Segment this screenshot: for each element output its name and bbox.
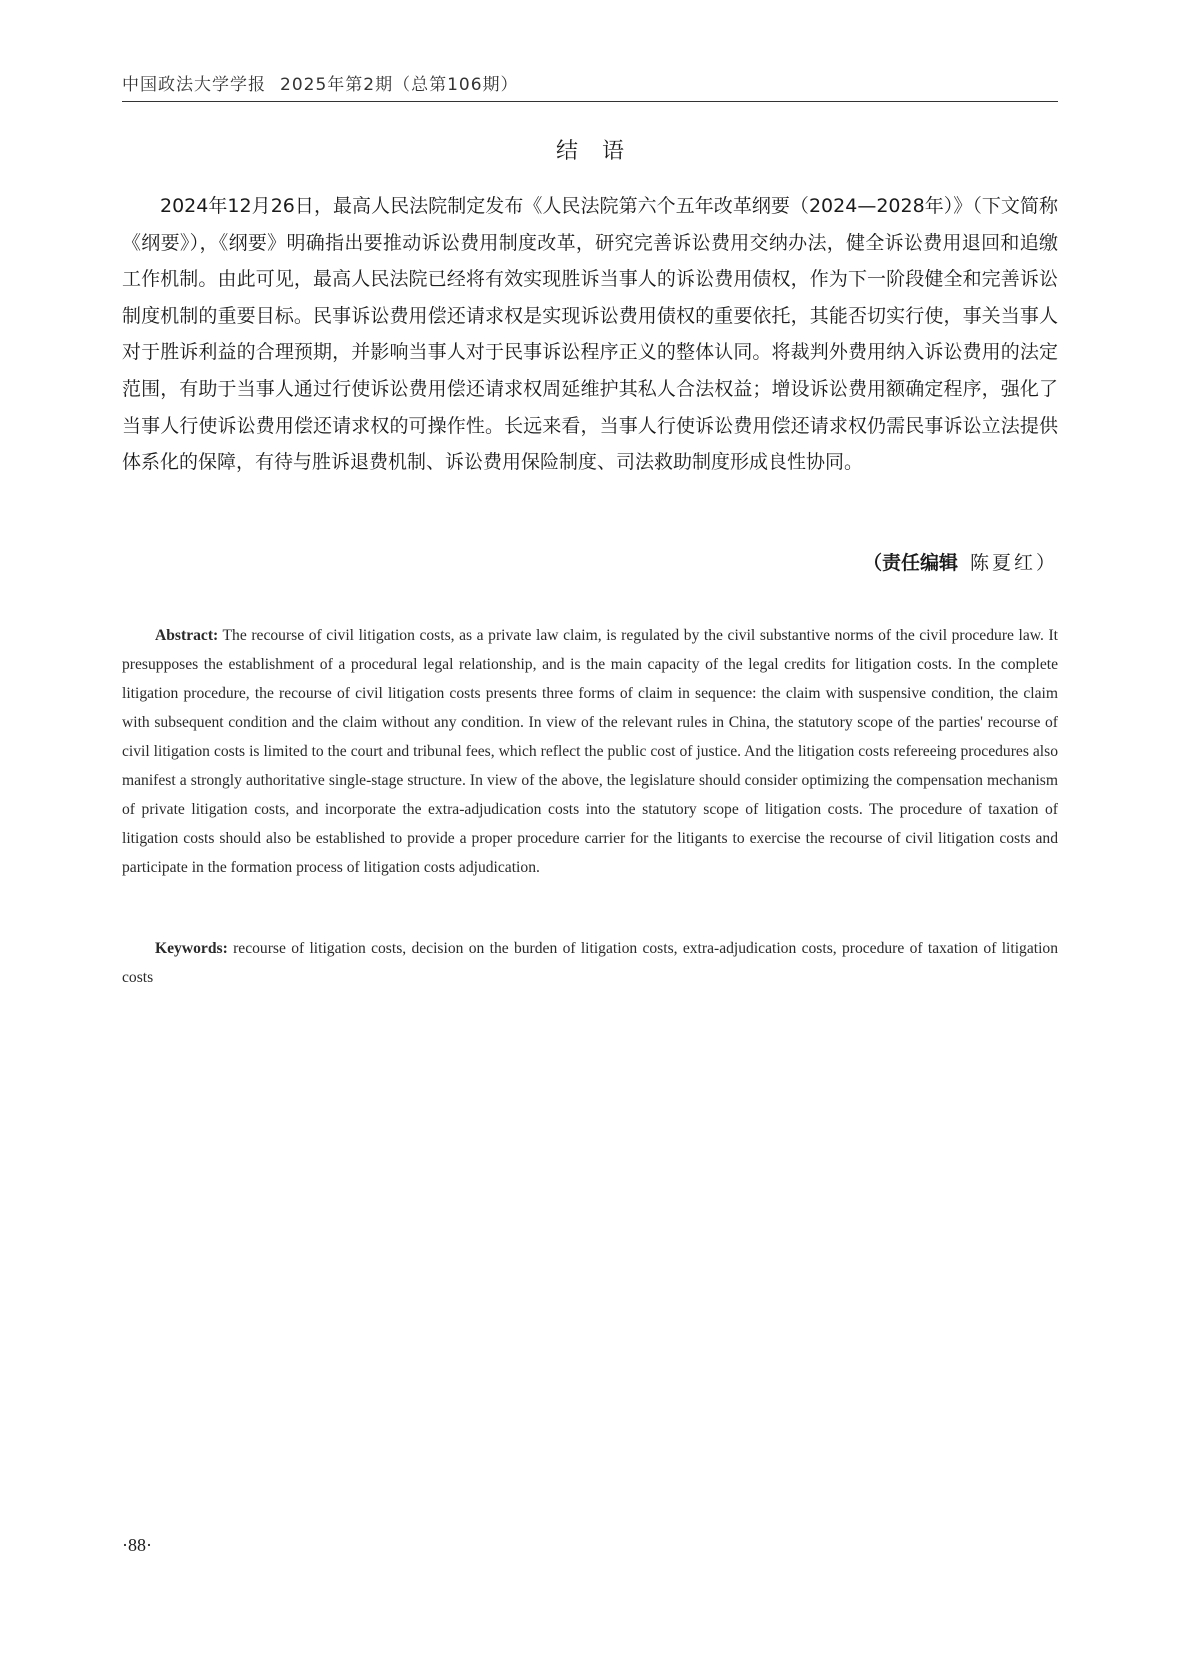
running-header: [122, 70, 1058, 95]
responsible-editor: [863, 548, 1058, 575]
editor-name: 陈夏红）: [969, 552, 1058, 574]
header-divider: [122, 101, 1058, 102]
keywords-label: Keywords:: [155, 940, 228, 957]
english-abstract: [122, 621, 1058, 882]
abstract-label: Abstract:: [155, 627, 219, 644]
english-keywords: [122, 934, 1058, 992]
page-number: ·88·: [122, 1535, 152, 1555]
section-title: 结语: [555, 139, 648, 164]
conclusion-paragraph: 2024年12月26日，最高人民法院制定发布《人民法院第六个五年改革纲要（2024—2028年）》（下文简称《纲要》），《纲要》明确指出要推动诉讼费用制度改革，研究完善诉讼费用交纳办法，健全诉讼费用退回和追缴工作机制。由此可见，最高人民法院已经将有效实现胜诉当事人的诉讼费用债权，作为下一阶段健全和完善诉讼制度机制的重要目标。民事诉讼费用偿还请求权是实现诉讼费用债权的重要依托，其能否切实行使，事关当事人对于胜诉利益的合理预期，并影响当事人对于民事诉讼程序正义的整体认同。将裁判外费用纳入诉讼费用的法定范围，有助于当事人通过行使诉讼费用偿还请求权周延维护其私人合法权益；增设诉讼费用额确定程序，强化了当事人行使诉讼费用偿还请求权的可操作性。长远来看，当事人行使诉讼费用偿还请求权仍需民事诉讼立法提供体系化的保障，有待与胜诉退费机制、诉讼费用保险制度、司法救助制度形成良性协同。: [122, 195, 1058, 474]
editor-label: （责任编辑: [862, 552, 958, 574]
keywords-text: recourse of litigation costs, decision on the burden of litigation costs, extra-adjudication costs, procedure of taxation of litigation costs: [122, 940, 1059, 986]
issue-info: 2025年第2期（总第106期）: [280, 75, 519, 95]
abstract-text: The recourse of civil litigation costs, as a private law claim, is regulated by the civil substantive norms of the civil procedure law. It presupposes the establishment of a procedural legal relationship, and is the main capacity of the legal credits for litigation costs. In the complete litigation procedure, the recourse of civil litigation costs presents three forms of claim in sequence: the claim with suspensive condition, the claim with subsequent condition and the claim without any condition. In view of the relevant rules in China, the statutory scope of the parties' recourse of civil litigation costs is limited to the court and tribunal fees, which reflect the public cost of justice. And the litigation costs refereeing procedures also manifest a strongly authoritative single-stage structure. In view of the above, the legislature should consider optimizing the compensation mechanism of private litigation costs, and incorporate the extra-adjudication costs into the statutory scope of litigation costs. The procedure of taxation of litigation costs should also be established to provide a proper procedure carrier for the litigants to exercise the recourse of civil litigation costs and participate in the formation process of litigation costs adjudication.: [122, 627, 1058, 876]
journal-name: 中国政法大学学报: [122, 75, 266, 95]
